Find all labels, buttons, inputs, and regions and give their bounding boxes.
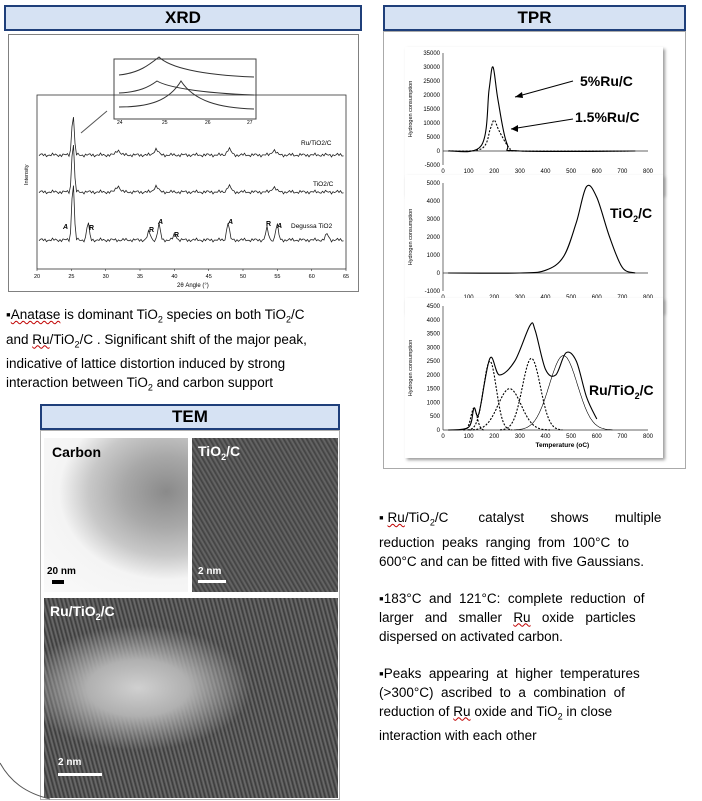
tpr-ylabel: Hydrogen consumption	[408, 339, 414, 397]
tpr-ylabel: Hydrogen consumption	[408, 208, 414, 266]
tpr-ytick-label: 4000	[426, 317, 440, 324]
tpr-ytick-label: 4500	[426, 304, 440, 310]
xrd-trace-degussa	[39, 186, 344, 242]
xrd-series-label-2: TiO2/C	[313, 181, 334, 188]
xrd-xtick-label: 50	[240, 274, 247, 280]
tpr-xtick-label: 700	[617, 169, 628, 175]
tpr-caption-p2-line: ▪183°C and 121°C: complete reduction of	[379, 590, 645, 606]
xrd-inset-tick: 25	[162, 120, 168, 126]
tpr-ytick-label: 2000	[426, 235, 440, 241]
xrd-peak-label: A	[158, 219, 164, 226]
xrd-peak-label: A	[63, 224, 69, 231]
xrd-peak-label: R	[174, 232, 180, 239]
xrd-inset-arrow	[81, 111, 107, 133]
xrd-peak-label: R	[149, 227, 155, 234]
xrd-xtick-label: 60	[308, 274, 315, 280]
tpr-chart-tio2	[405, 175, 663, 313]
tpr-ytick-label: 2000	[426, 372, 440, 379]
tpr-xtick-label: 100	[463, 434, 474, 440]
tpr-ytick-label: 1500	[426, 386, 440, 393]
xrd-peak-label: A	[277, 223, 283, 230]
tpr-caption-p1-line: 600°C and can be fitted with five Gaussians.	[379, 553, 645, 569]
tpr-xlabel: Temperature (oC)	[535, 442, 590, 449]
xrd-caption-line: ▪Anatase is dominant TiO$_2$ species on both TiO$_2$/C	[6, 307, 305, 325]
tpr-series-gaussian-260	[469, 389, 550, 430]
tem-scale-2nm-b: 2 nm	[58, 757, 82, 768]
tpr-xtick-label: 200	[489, 169, 500, 175]
tpr-caption-p2-line: dispersed on activated carbon.	[379, 628, 563, 644]
xrd-title: XRD	[165, 8, 201, 27]
tpr-label-rutio2: Ru/TiO$_2$/C	[589, 382, 654, 401]
xrd-inset-tick: 27	[247, 120, 253, 126]
tpr-ytick-label: 3500	[426, 331, 440, 338]
tpr-title: TPR	[517, 8, 552, 27]
tpr-ytick-label: 20000	[423, 93, 440, 99]
tpr-series-tio2-c	[448, 185, 635, 273]
tpr-series-gaussian-183	[468, 361, 513, 430]
tpr-chart-rutio2	[405, 298, 663, 458]
scale-bar	[198, 580, 226, 583]
tem-scale-2nm-a: 2 nm	[198, 566, 222, 577]
tpr-ytick-label: 0	[436, 149, 440, 155]
tem-carbon-label: Carbon	[52, 444, 101, 460]
tpr-card-3	[405, 298, 663, 458]
xrd-series-label-1: Ru/TiO2/C	[301, 140, 332, 147]
tpr-ytick-label: 4000	[426, 199, 440, 205]
tpr-caption-p3-line: ▪Peaks appearing at higher temperatures	[379, 665, 640, 681]
xrd-peak-label: R	[89, 225, 95, 232]
xrd-trace-rutio2c	[39, 117, 344, 157]
xrd-xtick-label: 20	[34, 274, 41, 280]
tem-header	[40, 404, 340, 430]
tem-ru-tio2-image	[44, 598, 338, 798]
xrd-xtick-label: 30	[102, 274, 109, 280]
tpr-xtick-label: 0	[441, 434, 445, 440]
tpr-xtick-label: 200	[489, 434, 500, 440]
tpr-header	[383, 5, 686, 31]
tem-scale-20nm: 20 nm	[47, 566, 76, 577]
tpr-card-1	[405, 47, 663, 195]
tpr-caption-p1-line: reduction peaks ranging from 100°C to	[379, 534, 630, 550]
xrd-header	[4, 5, 362, 31]
tpr-label-5ru: 5%Ru/C	[580, 73, 633, 89]
tpr-ytick-label: 2500	[426, 359, 440, 366]
tpr-arrowhead-5ru	[515, 92, 523, 98]
tpr-ytick-label: 5000	[426, 135, 440, 141]
xrd-inset-tick: 26	[205, 120, 211, 126]
tpr-arrowhead-15ru	[511, 125, 518, 132]
xrd-xtick-label: 65	[343, 274, 350, 280]
tpr-ylabel: Hydrogen consumption	[408, 80, 414, 138]
tpr-label-tio2: TiO$_2$/C	[610, 205, 653, 224]
tpr-xtick-label: 400	[540, 169, 551, 175]
xrd-xtick-label: 55	[274, 274, 281, 280]
tpr-ytick-label: 0	[436, 271, 440, 277]
xrd-xticks	[34, 269, 349, 280]
scale-bar	[52, 580, 64, 584]
xrd-caption-line: indicative of lattice distortion induced by strong	[6, 356, 286, 372]
xrd-caption-line: interaction between TiO$_2$ and carbon support	[6, 375, 273, 394]
tpr-arrow-15ru	[511, 119, 573, 129]
tpr-ytick-label: 1000	[426, 400, 440, 407]
xrd-inset-tick: 24	[117, 120, 123, 126]
tpr-ytick-label: 35000	[423, 51, 440, 57]
xrd-caption-line: and Ru/TiO$_2$/C . Significant shift of the major peak,	[6, 331, 307, 350]
tpr-xtick-label: 400	[540, 434, 551, 440]
tpr-caption-p1-line: ▪ Ru/TiO$_2$/C catalyst shows multiple	[379, 510, 662, 528]
xrd-xtick-label: 45	[205, 274, 212, 280]
tpr-ytick-label: 30000	[423, 65, 440, 71]
tpr-xtick-label: 300	[514, 169, 525, 175]
tem-ru-tio2-label: Ru/TiO$_2$/C	[50, 603, 115, 622]
tpr-arrow-5ru	[515, 81, 573, 97]
tpr-xtick-label: 100	[463, 169, 474, 175]
tpr-ytick-label: 3000	[426, 345, 440, 352]
tpr-xtick-label: 500	[566, 169, 577, 175]
tem-carbon-image	[44, 438, 188, 592]
tpr-xtick-label: 800	[642, 169, 654, 175]
tpr-label-15ru: 1.5%Ru/C	[575, 109, 640, 125]
xrd-caption	[6, 305, 362, 398]
tpr-ytick-label: 1000	[426, 253, 440, 259]
tpr-caption-p3-line: reduction of Ru oxide and TiO$_2$ in close	[379, 703, 613, 722]
xrd-plot-area	[37, 95, 346, 269]
tem-tio2-label: TiO$_2$/C	[198, 443, 241, 462]
xrd-trace-tio2c	[39, 145, 344, 194]
tpr-ytick-label: 5000	[426, 181, 440, 187]
tpr-xtick-label: 300	[514, 434, 525, 440]
scale-bar	[58, 773, 102, 776]
corner-decoration	[0, 761, 60, 801]
tpr-ytick-label: 25000	[423, 79, 440, 85]
tpr-xtick-label: 700	[617, 434, 628, 440]
tpr-card-2	[405, 175, 663, 313]
xrd-xtick-label: 40	[171, 274, 178, 280]
tpr-caption	[379, 508, 687, 745]
xrd-series-label-3: Degussa TiO2	[291, 223, 333, 230]
tpr-caption-p3-line: interaction with each other	[379, 728, 537, 744]
tpr-ytick-label: 15000	[423, 107, 440, 113]
xrd-ylabel: Intensity	[24, 164, 30, 185]
xrd-xtick-label: 35	[137, 274, 144, 280]
tpr-xtick-label: 600	[591, 169, 602, 175]
tpr-xtick-label: 500	[566, 434, 577, 440]
xrd-peak-label: A	[228, 219, 234, 226]
tpr-ytick-label: 0	[436, 428, 440, 434]
tpr-ytick-label: -1000	[424, 289, 440, 295]
tpr-caption-p3-line: (>300°C) ascribed to a combination of	[379, 684, 625, 700]
xrd-chart	[9, 35, 358, 291]
tpr-ytick-label: 10000	[423, 121, 440, 127]
xrd-figure-frame	[8, 34, 359, 292]
tpr-xtick-label: 800	[642, 434, 654, 440]
tem-tio2-image	[192, 438, 338, 592]
tpr-ytick-label: 3000	[426, 217, 440, 223]
tpr-xtick-label: 600	[591, 434, 602, 440]
tpr-ytick-label: -5000	[424, 163, 440, 169]
tpr-ytick-label: 500	[429, 414, 440, 421]
xrd-xtick-label: 25	[68, 274, 75, 280]
tpr-xtick-label: 0	[441, 169, 445, 175]
xrd-peak-label: R	[266, 221, 272, 228]
xrd-xlabel: 2θ Angle (°)	[177, 283, 209, 289]
tpr-caption-p2-line: larger and smaller Ru oxide particles	[379, 609, 636, 625]
tem-title: TEM	[172, 407, 208, 426]
